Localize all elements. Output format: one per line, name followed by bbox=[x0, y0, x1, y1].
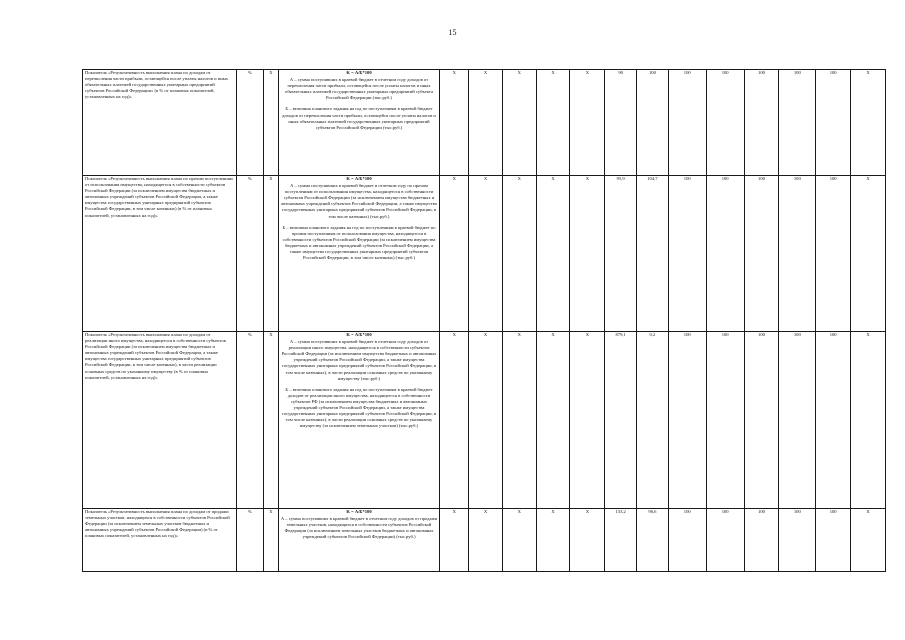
definition-a: А – сумма поступивших в краевой бюджет в отчетном году доходов от перечисления части прибыли, остающейся после уплаты налогов и иных обязательных платежей государственных унитарных предприятий субъекта Российской Федерации (тыс.руб.) bbox=[285, 77, 433, 101]
value-cell: 96,6 bbox=[637, 509, 669, 572]
value-cell: 100 bbox=[744, 332, 779, 509]
value-cell: X bbox=[440, 509, 469, 572]
value-cell: 100 bbox=[706, 70, 744, 176]
value-cell: X bbox=[440, 332, 469, 509]
table-row bbox=[83, 509, 886, 572]
value-cell: 879,1 bbox=[605, 332, 637, 509]
value-cell: 100 bbox=[668, 509, 706, 572]
unit-cell: % bbox=[236, 176, 264, 332]
value-cell: 100 bbox=[779, 176, 816, 332]
value-cell: 100 bbox=[816, 70, 851, 176]
value-cell: X bbox=[570, 509, 605, 572]
formula-text: K = А/Б*100 bbox=[346, 332, 372, 337]
value-cell: 100 bbox=[637, 70, 669, 176]
x-cell: X bbox=[264, 176, 278, 332]
value-cell: 100 bbox=[816, 509, 851, 572]
formula-cell bbox=[278, 176, 440, 332]
value-cell: X bbox=[536, 332, 570, 509]
value-cell: 100 bbox=[779, 509, 816, 572]
value-cell: X bbox=[536, 70, 570, 176]
x-cell: X bbox=[264, 509, 278, 572]
definition-b: Б – величина планового задания на год по поступлениям в краевой бюджет по прочим поступлениям от использования имущества, находящегося в собственности субъектов Российской Федерации (за исключением имущества бюджетных и автономных учреждений субъектов Российской Федерации, а также имущества государственных унитарных предприятий субъектов Российской Федерации, в том числе казенных) (тыс.руб.) bbox=[282, 224, 436, 261]
x-cell: X bbox=[264, 70, 278, 176]
value-cell: 100 bbox=[779, 332, 816, 509]
value-cell: X bbox=[440, 70, 469, 176]
value-cell: 100 bbox=[744, 176, 779, 332]
formula-cell bbox=[278, 509, 440, 572]
value-cell: 100 bbox=[706, 176, 744, 332]
definition-a: А – сумма поступивших в краевой бюджет в отчетном году по прочим поступлениям от использования имущества, находящегося в собственности субъектов Российской Федерации (за исключением имущества бюджетных и автономных учреждений субъектов Российской Федерации, а также имущества государственных унитарных предприятий субъектов Российской Федерации, в том числе казенных) (тыс.руб.) bbox=[281, 183, 437, 219]
table-row bbox=[83, 70, 886, 176]
value-cell: X bbox=[469, 176, 503, 332]
value-cell: 100 bbox=[668, 332, 706, 509]
unit-cell: % bbox=[236, 70, 264, 176]
formula-text: K = А/Б*100 bbox=[346, 509, 372, 514]
value-cell: X bbox=[502, 332, 536, 509]
value-cell: 100 bbox=[744, 509, 779, 572]
x-cell: X bbox=[264, 332, 278, 509]
value-cell: 100 bbox=[668, 176, 706, 332]
formula-text: K = А/Б*100 bbox=[346, 70, 372, 75]
indicator-cell: Показатель «Результативность выполнения плана по доходам от перечисления части прибыли, остающейся после уплаты налогов и иных обязательных платежей государственных унитарных предприятий субъектов Российской Федерации» (в % от плановых показателей, установленных на год)» bbox=[83, 70, 237, 176]
value-cell: 90 bbox=[605, 70, 637, 176]
value-cell: 100 bbox=[816, 176, 851, 332]
value-cell: X bbox=[502, 176, 536, 332]
value-cell: 133,2 bbox=[605, 509, 637, 572]
indicator-cell: Показатель «Результативность выполнения плана по доходам от реализации иного имущества, находящегося в собственности субъектов Российской Федерации (за исключением имущества бюджетных и автономных учреждений субъектов Российской Федерации, а также имущества государственных унитарных предприятий субъектов Российской Федерации, в том числе казенных), в части реализации основных средств по указанному имуществу (в % от плановых показателей, установленных на год)» bbox=[83, 332, 237, 509]
value-cell: X bbox=[469, 70, 503, 176]
formula-text: K = А/Б*100 bbox=[346, 176, 372, 181]
value-cell: X bbox=[851, 509, 886, 572]
definition-a: А – сумма поступивших в краевой бюджет в отчетном году доходов от продажи земельных участков, находящихся в собственности субъектов Российской Федерации (за исключением земельных участков бюджетных и автономных учреждений субъектов Российской Федерации) (тыс.руб.) bbox=[280, 516, 438, 540]
value-cell: X bbox=[851, 70, 886, 176]
value-cell: X bbox=[570, 70, 605, 176]
value-cell: X bbox=[570, 176, 605, 332]
value-cell: X bbox=[469, 509, 503, 572]
page-number: 15 bbox=[448, 28, 457, 37]
value-cell: 100 bbox=[706, 509, 744, 572]
value-cell: X bbox=[502, 509, 536, 572]
table-row bbox=[83, 332, 886, 509]
unit-cell: % bbox=[236, 332, 264, 509]
value-cell: X bbox=[502, 70, 536, 176]
value-cell: X bbox=[469, 332, 503, 509]
formula-cell bbox=[278, 70, 440, 176]
value-cell: 104,7 bbox=[637, 176, 669, 332]
value-cell: 100 bbox=[779, 70, 816, 176]
definition-b: Б – величина планового задания на год по поступлениям в краевой бюджет доходов от реализации иного имущества, находящегося в собственности субъектов РФ (за исключением имущества бюджетных и автономных учреждений субъектов Российской Федерации, а также имущества государственных унитарных предприятий субъектов Российской Федерации, в том числе казенных), в части реализации основных средств по указанному имуществу (за исключением земельных участков) (тыс.руб.) bbox=[281, 386, 437, 429]
value-cell: X bbox=[536, 509, 570, 572]
indicators-table bbox=[82, 69, 886, 572]
definition-b: Б – величина планового задания на год по поступлениям в краевой бюджет доходов от перечисления части прибыли, остающейся после уплаты налогов и иных обязательных платежей государственных унитарных предприятий субъектов Российской Федерации (тыс.руб.) bbox=[282, 106, 436, 130]
unit-cell: % bbox=[236, 509, 264, 572]
indicator-cell: Показатель «Результативность выполнения плана по прочим поступлениям от использования имущества, находящегося в собственности субъектов Российской Федерации (за исключением имущества бюджетных и автономных учреждений субъектов Российской Федерации, а также имущества государственных унитарных предприятий субъектов Российской Федерации, в том числе казенных) (в % от плановых показателей, установленных на год)» bbox=[83, 176, 237, 332]
value-cell: 0,2 bbox=[637, 332, 669, 509]
value-cell: 95,9 bbox=[605, 176, 637, 332]
formula-cell bbox=[278, 332, 440, 509]
table-row bbox=[83, 176, 886, 332]
value-cell: 100 bbox=[668, 70, 706, 176]
value-cell: X bbox=[851, 332, 886, 509]
value-cell: X bbox=[536, 176, 570, 332]
value-cell: X bbox=[570, 332, 605, 509]
value-cell: X bbox=[440, 176, 469, 332]
value-cell: X bbox=[851, 176, 886, 332]
value-cell: 100 bbox=[706, 332, 744, 509]
value-cell: 100 bbox=[816, 332, 851, 509]
value-cell: 100 bbox=[744, 70, 779, 176]
definition-a: А – сумма поступивших в краевой бюджет в отчетном году доходов от реализации иного имущества, находящегося в собственности субъектов Российской Федерации (за исключением имущества бюджетных и автономных учреждений субъектов Российской Федерации, а также имущества государственных унитарных предприятий субъектов Российской Федерации, в том числе казенных), в части реализации основных средств по указанному имуществу (тыс.руб.) bbox=[281, 339, 437, 381]
indicator-cell: Показатель «Результативность выполнения плана по доходам от продажи земельных участков, находящихся в собственности субъектов Российской Федерации (за исключением земельных участков бюджетных и автономных учреждений субъектов Российской Федерации) (в % от плановых показателей, установленных на год)» bbox=[83, 509, 237, 572]
